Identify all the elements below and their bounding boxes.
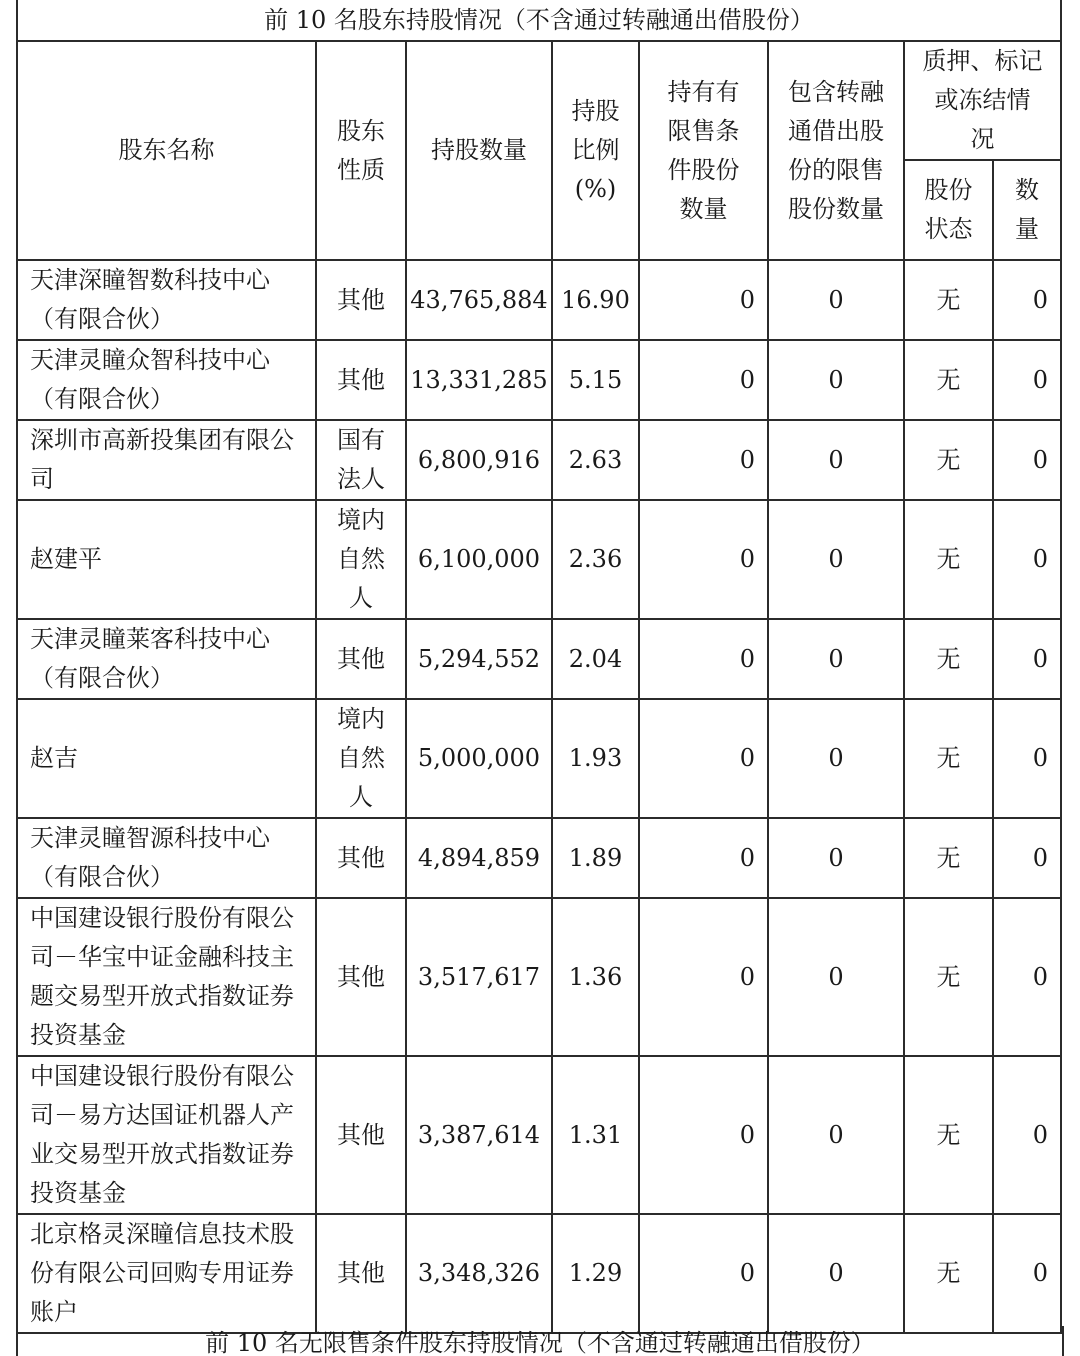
shareholder-nature: 其他 <box>316 1214 406 1333</box>
restricted-shares: 0 <box>639 500 768 619</box>
shares-held: 5,000,000 <box>406 699 552 818</box>
header-shares: 持股数量 <box>406 41 552 260</box>
header-restricted-line4: 数量 <box>679 194 728 223</box>
table-row <box>17 818 1061 898</box>
top-10-shareholders-table <box>16 0 1062 1334</box>
share-status: 无 <box>904 619 993 699</box>
pledge-quantity: 0 <box>993 500 1061 619</box>
header-status-line1: 股份 <box>924 176 973 204</box>
table-row <box>17 1056 1061 1214</box>
restricted-shares: 0 <box>639 420 768 500</box>
share-status: 无 <box>904 818 993 898</box>
table-row <box>17 699 1061 818</box>
shares-held: 3,387,614 <box>406 1056 552 1214</box>
header-qty-line1: 数 <box>1015 176 1040 204</box>
table-row <box>17 619 1061 699</box>
shareholder-name: 中国建设银行股份有限公司－华宝中证金融科技主题交易型开放式指数证券投资基金 <box>17 898 316 1056</box>
lent-restricted-shares: 0 <box>768 500 904 619</box>
share-status: 无 <box>904 260 993 340</box>
table-row <box>17 898 1061 1056</box>
share-status: 无 <box>904 500 993 619</box>
header-pledge-line1: 质押、标记 <box>922 47 1043 75</box>
shares-held: 5,294,552 <box>406 619 552 699</box>
shares-held: 4,894,859 <box>406 818 552 898</box>
header-pledge-line3: 况 <box>970 125 995 153</box>
shareholder-name: 赵建平 <box>17 500 316 619</box>
header-restricted-line3: 件股份 <box>667 155 740 184</box>
restricted-shares: 0 <box>639 699 768 818</box>
header-lent-line1: 包含转融 <box>788 77 884 106</box>
header-nature-line1: 股东 <box>337 116 385 145</box>
shareholder-name: 天津灵瞳众智科技中心（有限合伙） <box>17 340 316 420</box>
restricted-shares: 0 <box>639 340 768 420</box>
restricted-shares: 0 <box>639 818 768 898</box>
shareholder-name: 深圳市高新投集团有限公司 <box>17 420 316 500</box>
restricted-shares: 0 <box>639 1056 768 1214</box>
shareholder-nature: 其他 <box>316 1056 406 1214</box>
header-shareholder-name: 股东名称 <box>17 41 316 260</box>
shareholder-nature: 其他 <box>316 260 406 340</box>
header-row <box>17 41 1061 160</box>
share-status: 无 <box>904 420 993 500</box>
share-status: 无 <box>904 699 993 818</box>
pledge-quantity: 0 <box>993 1214 1061 1333</box>
lent-restricted-shares: 0 <box>768 1056 904 1214</box>
header-qty-line2: 量 <box>1015 215 1040 243</box>
holding-ratio: 2.63 <box>552 420 639 500</box>
pledge-quantity: 0 <box>993 260 1061 340</box>
header-ratio <box>552 41 639 260</box>
lent-restricted-shares: 0 <box>768 420 904 500</box>
share-status: 无 <box>904 340 993 420</box>
next-section-title: 前 10 名无限售条件股东持股情况（不含通过转融通出借股份） <box>16 1326 1064 1356</box>
restricted-shares: 0 <box>639 1214 768 1333</box>
header-lent-line4: 股份数量 <box>788 194 884 223</box>
table-row <box>17 500 1061 619</box>
lent-restricted-shares: 0 <box>768 818 904 898</box>
table-row <box>17 340 1061 420</box>
shareholder-nature: 其他 <box>316 619 406 699</box>
pledge-quantity: 0 <box>993 619 1061 699</box>
holding-ratio: 5.15 <box>552 340 639 420</box>
lent-restricted-shares: 0 <box>768 260 904 340</box>
header-lent-restricted-shares <box>768 41 904 260</box>
shares-held: 6,800,916 <box>406 420 552 500</box>
shareholder-name: 天津灵瞳智源科技中心（有限合伙） <box>17 818 316 898</box>
holding-ratio: 2.36 <box>552 500 639 619</box>
holding-ratio: 1.31 <box>552 1056 639 1214</box>
shares-held: 3,517,617 <box>406 898 552 1056</box>
shareholder-name: 天津灵瞳莱客科技中心（有限合伙） <box>17 619 316 699</box>
share-status: 无 <box>904 898 993 1056</box>
holding-ratio: 1.93 <box>552 699 639 818</box>
pledge-quantity: 0 <box>993 1056 1061 1214</box>
restricted-shares: 0 <box>639 898 768 1056</box>
pledge-quantity: 0 <box>993 340 1061 420</box>
header-pledge-status <box>904 41 1061 160</box>
header-pledge-line2: 或冻结情 <box>934 86 1031 114</box>
pledge-quantity: 0 <box>993 818 1061 898</box>
header-quantity <box>993 160 1061 260</box>
pledge-quantity: 0 <box>993 898 1061 1056</box>
shareholder-name: 赵吉 <box>17 699 316 818</box>
table-row <box>17 420 1061 500</box>
header-restricted-line2: 限售条 <box>667 116 740 145</box>
restricted-shares: 0 <box>639 619 768 699</box>
lent-restricted-shares: 0 <box>768 619 904 699</box>
header-restricted-line1: 持有有 <box>667 77 740 106</box>
share-status: 无 <box>904 1214 993 1333</box>
header-nature-line2: 性质 <box>337 155 385 184</box>
shareholder-nature: 其他 <box>316 898 406 1056</box>
header-ratio-line3: (%) <box>574 175 617 203</box>
header-ratio-line1: 持股 <box>571 97 620 125</box>
share-status: 无 <box>904 1056 993 1214</box>
shareholder-name: 天津深瞳智数科技中心（有限合伙） <box>17 260 316 340</box>
lent-restricted-shares: 0 <box>768 340 904 420</box>
table-title: 前 10 名股东持股情况（不含通过转融通出借股份） <box>17 0 1061 41</box>
restricted-shares: 0 <box>639 260 768 340</box>
lent-restricted-shares: 0 <box>768 1214 904 1333</box>
holding-ratio: 1.29 <box>552 1214 639 1333</box>
holding-ratio: 1.89 <box>552 818 639 898</box>
header-lent-line3: 份的限售 <box>788 155 884 184</box>
shareholder-nature: 其他 <box>316 340 406 420</box>
table-title-row <box>17 0 1061 41</box>
shares-held: 13,331,285 <box>406 340 552 420</box>
shares-held: 6,100,000 <box>406 500 552 619</box>
holding-ratio: 16.90 <box>552 260 639 340</box>
shares-held: 3,348,326 <box>406 1214 552 1333</box>
shareholder-name: 北京格灵深瞳信息技术股份有限公司回购专用证券账户 <box>17 1214 316 1333</box>
holding-ratio: 2.04 <box>552 619 639 699</box>
lent-restricted-shares: 0 <box>768 699 904 818</box>
shareholder-nature: 境内自然人 <box>316 699 406 818</box>
header-restricted-shares <box>639 41 768 260</box>
shares-held: 43,765,884 <box>406 260 552 340</box>
table-row <box>17 1214 1061 1333</box>
shareholder-nature: 境内自然人 <box>316 500 406 619</box>
header-lent-line2: 通借出股 <box>788 116 884 145</box>
pledge-quantity: 0 <box>993 699 1061 818</box>
header-ratio-line2: 比例 <box>571 136 620 164</box>
shareholder-nature: 其他 <box>316 818 406 898</box>
header-shareholder-nature <box>316 41 406 260</box>
shareholder-nature: 国有法人 <box>316 420 406 500</box>
pledge-quantity: 0 <box>993 420 1061 500</box>
lent-restricted-shares: 0 <box>768 898 904 1056</box>
table-row <box>17 260 1061 340</box>
header-share-status <box>904 160 993 260</box>
holding-ratio: 1.36 <box>552 898 639 1056</box>
header-status-line2: 状态 <box>924 215 973 243</box>
shareholder-name: 中国建设银行股份有限公司－易方达国证机器人产业交易型开放式指数证券投资基金 <box>17 1056 316 1214</box>
